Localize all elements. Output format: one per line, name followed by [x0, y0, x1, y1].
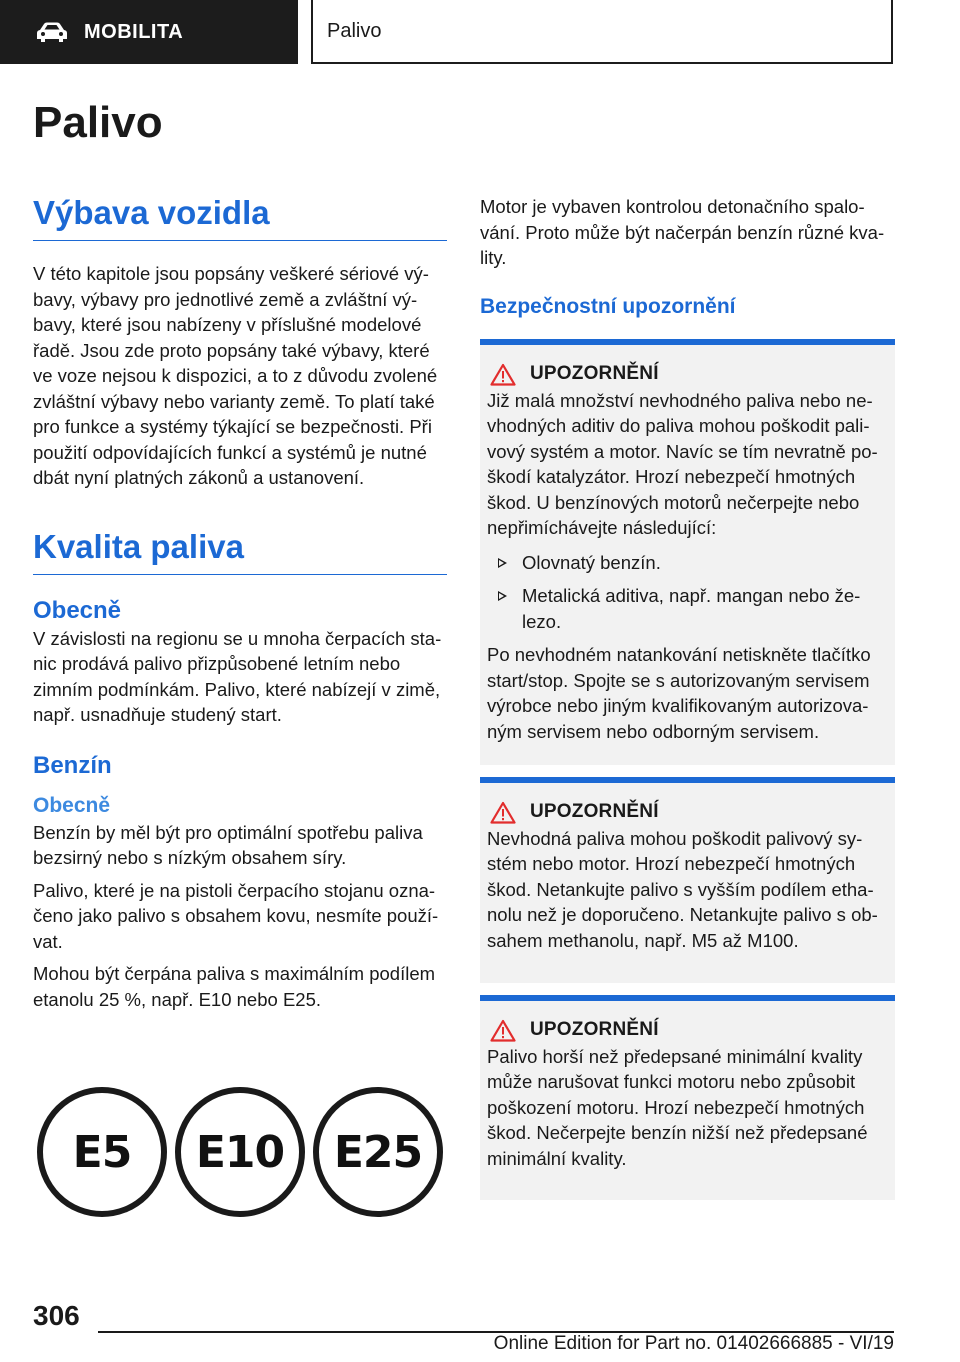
warning-list	[487, 550, 887, 635]
obecne-paragraph: V závislosti na regionu se u mnoha čerpacích sta-nic prodává palivo přizpůsobené letním nebo zimním podmínkám. Palivo, které nabízejí v zimě, např. usnadňuje studený start.	[33, 627, 442, 725]
fuel-sign-e5: E5	[37, 1087, 167, 1217]
car-icon	[36, 21, 68, 43]
warning-triangle-icon	[490, 363, 516, 386]
bullet-triangle-icon	[498, 558, 507, 568]
warning-triangle-icon	[490, 801, 516, 824]
vybava-paragraph: V této kapitole jsou popsány veškeré sériové vý-bavy, výbavy pro jednotlivé země a zvláštní vý-bavy, které jsou nabízeny v příslušné modelové řadě. Jsou zde proto popsány také výbavy, které ve voze nejsou k dispozici, a to z důvodu zvolené zvláštní výbavy nebo varianty země. To platí také pro funkce a systémy týkající se bezpečnosti. Při použití odpovídajících funkcí a systémů je nutné dbát nyní platných zákonů a ustanovení.	[33, 263, 438, 488]
left-column	[33, 194, 447, 1012]
heading-kvalita-paliva: Kvalita paliva	[33, 528, 447, 575]
warning-title	[487, 363, 887, 386]
fuel-signs	[33, 1087, 448, 1223]
warning-text: Již malá množství nevhodného paliva nebo ne-vhodných aditiv do paliva mohou poškodit pali-vový systém a motor. Navíc se tím nevratně po-škodí katalyzátor. Hrozí nebezpečí hmotných škod. U benzínových motorů nečerpejte nebo nepřimíchávejte následující:	[487, 389, 878, 538]
benzin-paragraph-3: Mohou být čerpána paliva s maximálním podílem etanolu 25 %, např. E10 nebo E25.	[33, 963, 436, 1010]
heading-benzin: Benzín	[33, 751, 112, 779]
footer-edition-text: Online Edition for Part no. 01402666885 - VI/19	[493, 1333, 894, 1354]
intro-paragraph: Motor je vybaven kontrolou detonačního spalo-vání. Proto může být načerpán benzín různé kva-lity.	[480, 196, 885, 268]
warning-title-text: UPOZORNĚNÍ	[530, 801, 659, 822]
fuel-sign-e25: E25	[313, 1087, 443, 1217]
page-number: 306	[33, 1300, 80, 1331]
warning-title-text: UPOZORNĚNÍ	[530, 1019, 659, 1040]
benzin-paragraph-2: Palivo, které je na pistoli čerpacího stojanu ozna-čeno jako palivo s obsahem kovu, nesmíte použí-vat.	[33, 879, 439, 952]
section-label: MOBILITA	[84, 20, 184, 43]
heading-obecne: Obecně	[33, 596, 122, 624]
warning-text: Palivo horší než předepsané minimální kvality může narušovat funkci motoru nebo způsobit poškození motoru. Hrozí nebezpečí hmotných škod. Nečerpejte benzín nižší než předepsané minimální kvality.	[487, 1045, 868, 1169]
list-item: Metalická aditiva, např. mangan nebo že-lezo.	[487, 583, 887, 634]
fuel-sign-e10: E10	[175, 1087, 305, 1217]
right-column	[480, 194, 895, 1200]
warning-box	[480, 339, 895, 765]
heading-benzin-obecne: Obecně	[33, 793, 111, 817]
warning-title	[487, 1019, 887, 1042]
heading-bezpecnostni-upozorneni: Bezpečnostní upozornění	[480, 294, 736, 318]
list-item: Olovnatý benzín.	[487, 550, 887, 576]
warning-box	[480, 995, 895, 1200]
section-tab[interactable]	[0, 0, 298, 64]
warning-title	[487, 801, 887, 824]
bullet-triangle-icon	[498, 591, 507, 601]
heading-vybava-vozidla: Výbava vozidla	[33, 194, 447, 241]
chapter-label: Palivo	[327, 19, 382, 42]
warning-text: Nevhodná paliva mohou poškodit palivový sy-stém nebo motor. Hrozí nebezpečí hmotných škod. Netankujte palivo s vyšším podílem etha-nolu než je doporučeno. Netankujte palivo s ob-sahem methanolu, např. M5 až M100.	[487, 827, 878, 951]
warning-box	[480, 777, 895, 983]
warning-title-text: UPOZORNĚNÍ	[530, 363, 659, 384]
chapter-tab[interactable]	[311, 0, 893, 64]
benzin-paragraph-1: Benzín by měl být pro optimální spotřebu paliva bezsirný nebo s nízkým obsahem síry.	[33, 821, 423, 868]
warning-text-after: Po nevhodném natankování netiskněte tlačítko start/stop. Spojte se s autorizovaným servisem výrobce nebo jiným kvalifikovaným autorizova-ným servisem nebo odborným servisem.	[487, 644, 871, 742]
warning-triangle-icon	[490, 1019, 516, 1042]
page-title: Palivo	[33, 98, 163, 147]
